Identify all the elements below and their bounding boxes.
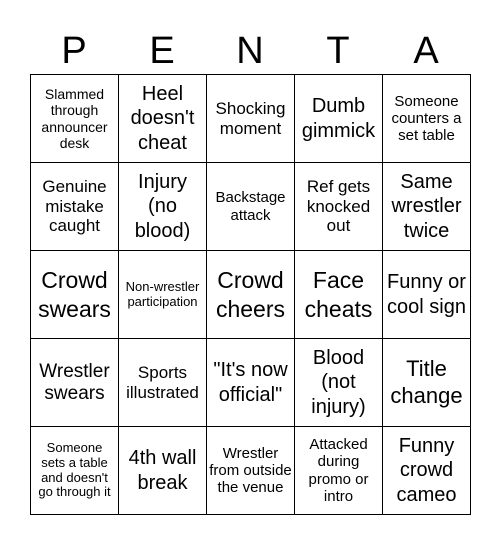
header-letter-e: E <box>149 30 175 72</box>
cell-label: Crowd cheers <box>215 266 286 322</box>
cell-label: Genuine mistake caught <box>42 177 107 236</box>
cell-label: 4th wall break <box>128 447 197 494</box>
header-letter-n: N <box>236 30 264 72</box>
bingo-cell[interactable] <box>119 427 207 515</box>
cell-label: Shocking moment <box>215 98 286 138</box>
cell-label: Ref gets knocked out <box>306 177 371 236</box>
cell-label: "It's now official" <box>213 359 288 406</box>
cell-label: Face cheats <box>304 266 373 322</box>
bingo-cell[interactable] <box>295 251 383 339</box>
cell-label: Crowd swears <box>38 266 111 322</box>
bingo-cell[interactable] <box>207 427 295 515</box>
bingo-cell[interactable] <box>31 339 119 427</box>
bingo-cell[interactable] <box>295 427 383 515</box>
cell-label: Wrestler from outside the venue <box>209 444 292 497</box>
bingo-cell[interactable] <box>295 339 383 427</box>
bingo-cell[interactable] <box>383 75 471 163</box>
bingo-cell[interactable] <box>31 163 119 251</box>
bingo-cell[interactable] <box>119 339 207 427</box>
bingo-cell[interactable] <box>383 251 471 339</box>
bingo-cell[interactable] <box>207 163 295 251</box>
bingo-cell[interactable] <box>31 75 119 163</box>
header-letter-t: T <box>326 30 350 72</box>
header-letter-a: A <box>413 30 439 72</box>
cell-label: Funny crowd cameo <box>396 434 457 506</box>
cell-label: Backstage attack <box>215 189 286 224</box>
bingo-cell[interactable] <box>383 339 471 427</box>
bingo-cell[interactable] <box>31 251 119 339</box>
cell-label: Wrestler swears <box>39 360 110 404</box>
cell-label: Someone counters a set table <box>391 92 462 145</box>
header-letter-p: P <box>61 30 87 72</box>
bingo-board <box>30 74 471 515</box>
bingo-cell[interactable] <box>207 251 295 339</box>
bingo-cell[interactable] <box>295 75 383 163</box>
cell-label: Dumb gimmick <box>301 95 376 142</box>
cell-label: Slammed through announcer desk <box>41 86 108 151</box>
bingo-cell[interactable] <box>207 75 295 163</box>
cell-label: Same wrestler twice <box>391 170 462 242</box>
bingo-cell[interactable] <box>383 427 471 515</box>
bingo-cell[interactable] <box>119 251 207 339</box>
bingo-cell[interactable] <box>119 163 207 251</box>
cell-label: Title change <box>390 355 463 408</box>
cell-label: Heel doesn't cheat <box>130 82 195 154</box>
bingo-cell[interactable] <box>383 163 471 251</box>
cell-label: Funny or cool sign <box>387 271 466 318</box>
cell-label: Someone sets a table and doesn't go through it <box>38 439 111 500</box>
cell-label: Attacked during promo or intro <box>308 436 369 505</box>
cell-label: Sports illustrated <box>126 362 199 402</box>
bingo-cell[interactable] <box>31 427 119 515</box>
bingo-cell[interactable] <box>207 339 295 427</box>
cell-label: Blood (not injury) <box>311 346 366 418</box>
bingo-cell[interactable] <box>119 75 207 163</box>
bingo-cell[interactable] <box>295 163 383 251</box>
bingo-header <box>30 28 470 74</box>
cell-label: Injury (no blood) <box>134 170 191 242</box>
cell-label: Non-wrestler participation <box>125 278 200 309</box>
